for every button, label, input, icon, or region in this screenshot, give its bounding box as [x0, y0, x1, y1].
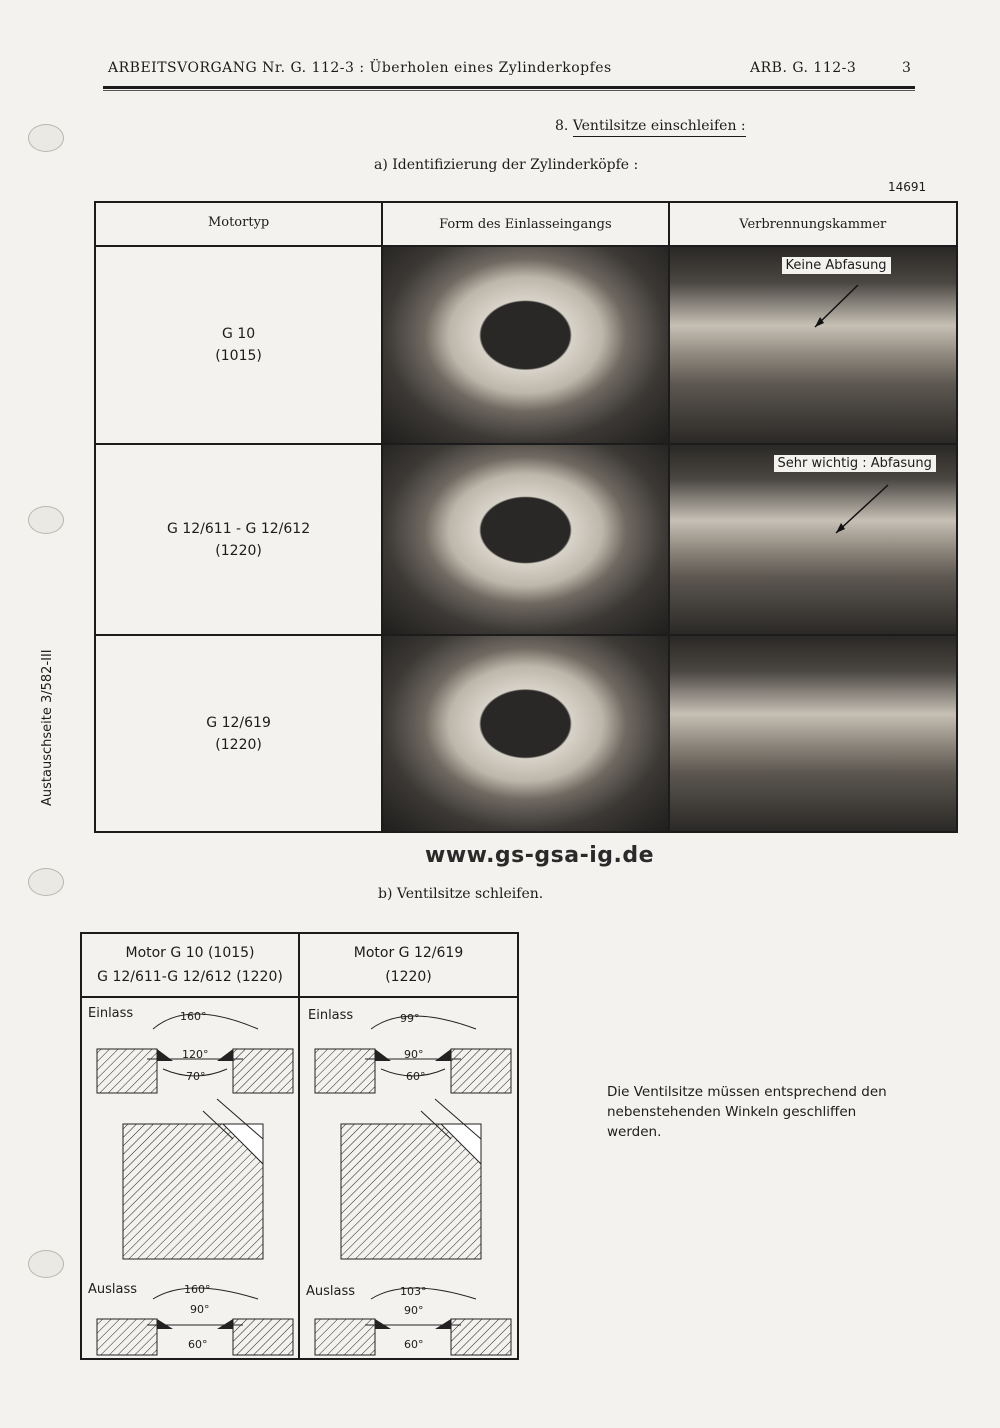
angle-col2-header [299, 933, 518, 997]
inlet-port-image [383, 636, 667, 831]
grinding-note: Die Ventilsitze müssen entsprechend den nebenstehenden Winkeln geschliffen werden. [607, 1084, 887, 1140]
inlet-port-image [383, 445, 667, 634]
chamber-photo-g12-611 [669, 444, 957, 635]
header-line: G 12/611-G 12/612 (1220) [97, 969, 283, 985]
chamber-photo-g10 [669, 246, 957, 444]
inlet-photo-g12-611 [382, 444, 668, 635]
row-g12-611-label [95, 444, 382, 635]
model-code: (1220) [215, 542, 262, 559]
header-line: (1220) [385, 969, 432, 985]
combustion-chamber-image [670, 636, 956, 831]
outlet-label: Auslass [88, 1282, 138, 1297]
angle-label: 70° [186, 1070, 206, 1083]
angle-label: 160° [184, 1283, 211, 1296]
col-header-motortyp [95, 202, 382, 246]
chamber-photo-g12-619 [669, 635, 957, 832]
header-right: ARB. G. 112-3 [750, 60, 857, 76]
subsection-b: b) Ventilsitze schleifen. [378, 886, 544, 902]
page-number: 3 [902, 60, 912, 76]
angle-label: 99° [400, 1012, 420, 1025]
model-code: (1220) [215, 736, 262, 753]
angle-label: 60° [188, 1338, 208, 1351]
punch-hole [28, 868, 64, 896]
identification-table [94, 201, 958, 833]
header-text: Verbrennungskammer [739, 216, 887, 232]
inlet-photo-g10 [382, 246, 668, 444]
angle-label: 120° [182, 1048, 209, 1061]
section-heading [555, 118, 746, 134]
seat-angle-table [80, 932, 519, 1360]
header-text: Motortyp [207, 215, 270, 230]
callout-arrow [670, 247, 956, 443]
angle-col2-body [299, 997, 518, 1359]
combustion-chamber-image [670, 247, 956, 443]
angle-label: 90° [404, 1048, 424, 1061]
punch-hole [28, 124, 64, 152]
inlet-port-image [383, 247, 667, 443]
callout-no-chamfer: Keine Abfasung [782, 257, 891, 274]
side-reference: Austauschseite 3/582-III [40, 649, 55, 806]
section-title: Ventilsitze einschleifen : [572, 118, 746, 134]
punch-hole [28, 1250, 64, 1278]
angle-col1-body [81, 997, 299, 1359]
model-name: G 10 [222, 326, 256, 343]
angle-label: 103° [400, 1285, 427, 1298]
combustion-chamber-image [670, 445, 956, 634]
website-watermark: www.gs-gsa-ig.de [425, 843, 655, 868]
header-left: ARBEITSVORGANG Nr. G. 112-3 : Überholen eines Zylinderkopfes [108, 60, 612, 76]
outlet-label: Auslass [306, 1284, 356, 1299]
header-line: Motor G 10 (1015) [125, 945, 255, 961]
inlet-photo-g12-619 [382, 635, 668, 832]
angle-label: 90° [404, 1304, 424, 1317]
col-header-inlet-form [382, 202, 668, 246]
col-header-combustion [669, 202, 957, 246]
section-number: 8. [555, 118, 569, 134]
angle-label: 60° [404, 1338, 424, 1351]
angle-col1-header [81, 933, 299, 997]
callout-arrow [670, 445, 956, 634]
subsection-a: a) Identifizierung der Zylinderköpfe : [374, 157, 639, 173]
row-g12-619-label [95, 635, 382, 832]
angle-label: 90° [190, 1303, 210, 1316]
header-rule-thin [103, 90, 915, 91]
model-code: (1015) [215, 348, 262, 365]
angle-label: 60° [406, 1070, 426, 1083]
inlet-label: Einlass [88, 1006, 134, 1021]
header-rule [103, 86, 915, 89]
header-text: Form des Einlasseingangs [439, 216, 612, 232]
reference-number: 14691 [888, 180, 927, 194]
punch-hole [28, 506, 64, 534]
model-name: G 12/619 [206, 714, 271, 731]
header-line: Motor G 12/619 [353, 945, 464, 961]
callout-chamfer: Sehr wichtig : Abfasung [774, 455, 936, 472]
inlet-label: Einlass [308, 1008, 354, 1023]
row-g10-label [95, 246, 382, 444]
model-name: G 12/611 - G 12/612 [167, 520, 311, 537]
angle-label: 160° [180, 1010, 207, 1023]
